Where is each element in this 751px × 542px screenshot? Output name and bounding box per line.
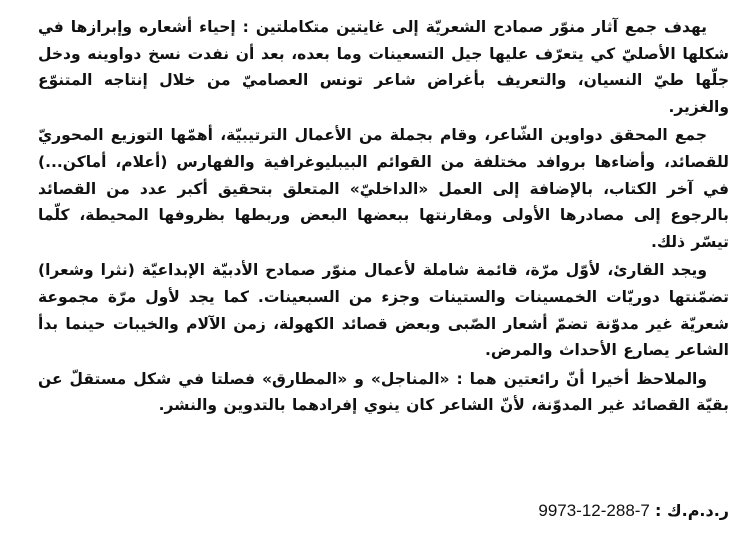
paragraph-purpose: يهدف جمع آثار منوّر صمادح الشعريّة إلى غايتين متكاملتين : إحياء أشعاره وإبرازها في شكلها الأصليّ كي يتعرّف عليها جيل التسعينات وما بعده، بعد أن نفدت نسخ دواوينه ودخل جلّها طيّ النسيان، والتعريف بأغراض شاعر تونس العصاميّ من خلال إنتاجه المتنوّع والغزير. <box>38 18 729 116</box>
isbn-number: 9973-12-288-7 <box>538 501 650 520</box>
isbn-label: ر.د.م.ك : <box>654 501 729 520</box>
paragraph-standalone-poems: والملاحظ أخيرا أنّ رائعتين هما : «المناجل» و «المطارق» فصلتا في شكل مستقلّ عن بقيّة القصائد غير المدوّنة، لأنّ الشاعر كان ينوي إفرادهما بالتدوين والنشر. <box>38 369 729 415</box>
paragraph-new-content: ويجد القارئ، لأوّل مرّة، قائمة شاملة لأعمال منوّر صمادح الأدبيّة الإبداعيّة (نثرا وشعرا) تضمّنتها دوريّات الخمسينات والستينات وجزء من السبعينات. كما يجد لأول مرّة مجموعة شعريّة غير مدوّنة تضمّ أشعار الصّبى وبعض قصائد الكهولة، زمن الآلام والخيبات حينما بدأ الشاعر يصارع الأحداث والمرض. <box>38 261 729 360</box>
isbn-line <box>538 498 729 524</box>
book-description <box>38 14 729 421</box>
paragraph-editorial-work: جمع المحقق دواوين الشّاعر، وقام بجملة من الأعمال الترتيبيّة، أهمّها التوزيع المحوريّ للقصائد، وأضاءها بروافد مختلفة من القوائم البيبليوغرافية والفهارس (أعلام، أماكن...) في آخر الكتاب، بالإضافة إلى العمل «الداخليّ» المتعلق بتحقيق أكبر عدد من القصائد بالرجوع إلى مصادرها الأولى ومقارنتها ببعضها البعض وربطها بظروفها المحيطة، كلّما تيسّر ذلك. <box>38 126 729 251</box>
